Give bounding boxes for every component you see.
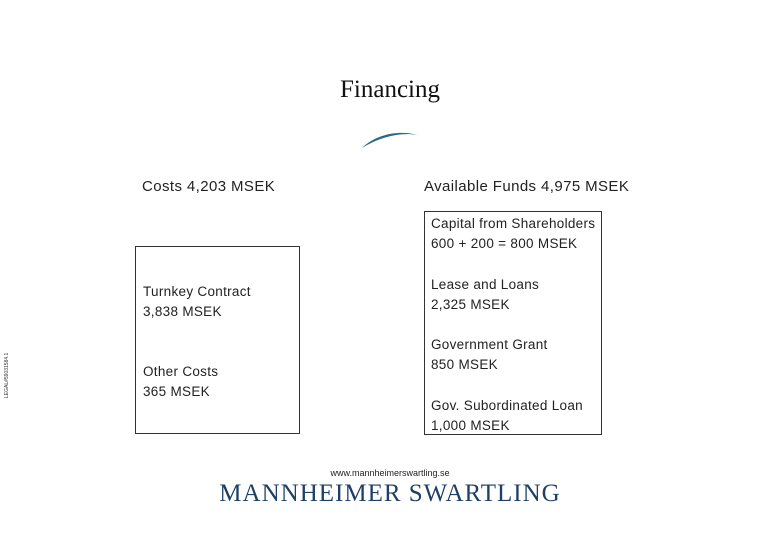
fund-item-label: Lease and Loans bbox=[431, 277, 540, 292]
brand-logo-text: MANNHEIMER SWARTLING bbox=[219, 480, 561, 507]
cost-item-label: Turnkey Contract bbox=[143, 284, 251, 299]
fund-item-label: Gov. Subordinated Loan bbox=[431, 398, 583, 413]
fund-item-label: Capital from Shareholders bbox=[431, 216, 596, 231]
fund-item-value: 1,000 MSEK bbox=[431, 418, 510, 433]
cost-item-value: 3,838 MSEK bbox=[143, 304, 222, 319]
document-code: LEGAL#59031584.1 bbox=[4, 352, 10, 398]
slide-title: Financing bbox=[340, 76, 440, 103]
swoosh-logo-icon bbox=[358, 126, 422, 152]
cost-item-turnkey bbox=[143, 282, 251, 322]
fund-item-lease-loans bbox=[431, 275, 539, 315]
cost-item-label: Other Costs bbox=[143, 364, 219, 379]
costs-header: Costs 4,203 MSEK bbox=[142, 178, 276, 195]
funds-header: Available Funds 4,975 MSEK bbox=[424, 178, 630, 195]
fund-item-government-grant bbox=[431, 335, 548, 375]
costs-box bbox=[135, 246, 300, 434]
footer-url[interactable]: www.mannheimerswartling.se bbox=[330, 468, 450, 478]
cost-item-other bbox=[143, 362, 218, 402]
fund-item-value: 2,325 MSEK bbox=[431, 297, 510, 312]
fund-item-value: 600 + 200 = 800 MSEK bbox=[431, 236, 578, 251]
cost-item-value: 365 MSEK bbox=[143, 384, 210, 399]
fund-item-label: Government Grant bbox=[431, 337, 548, 352]
fund-item-subordinated-loan bbox=[431, 396, 583, 436]
fund-item-value: 850 MSEK bbox=[431, 357, 498, 372]
fund-item-shareholders bbox=[431, 214, 595, 254]
